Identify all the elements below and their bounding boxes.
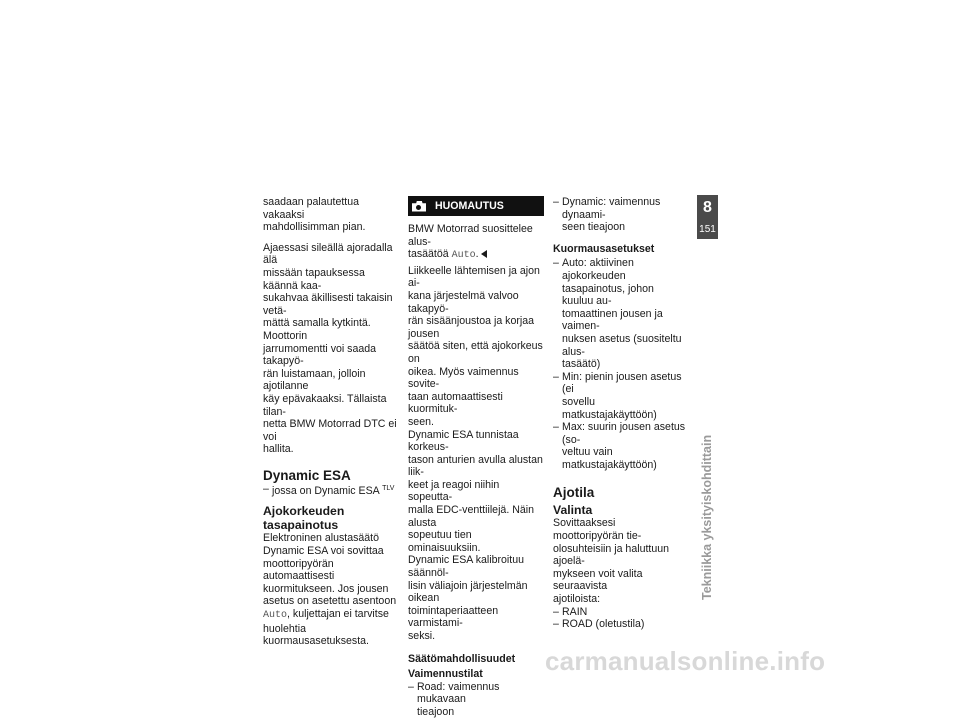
heading-valinta: Valinta [553,503,593,518]
note-header [408,196,544,216]
watermark: carmanualsonline.info [545,646,826,676]
list-item-text: Min: pienin jousen asetus (ei sovellu matkustajakäyttöön) [562,370,682,421]
dash: – [553,370,559,383]
note-end: . [475,248,479,261]
page-number: 151 [699,224,716,235]
damping-list [408,681,544,719]
list-item [553,618,687,631]
paragraph-valinta: Sovittaaksesi moottoripyörän tie- olosuhteisiin ja haluttuun ajoelä- mykseen voit valita seuraavista ajotiloista: [553,517,670,606]
note-title: HUOMAUTUS [435,199,504,212]
column-2 [408,196,544,719]
dash: – [553,196,559,208]
side-chapter-title: Tekniikka yksityiskohdittain [700,434,714,600]
list-item-text: Auto: aktiivinen ajokorkeuden tasapainotus, johon kuuluu au- tomaattinen jousen ja vaimen- nuksen asetus (suositeltu alus- tasäätö) [562,257,682,371]
end-marker-icon [481,250,487,258]
list-item [553,257,687,370]
heading-dynamic-esa: Dynamic ESA [263,467,351,483]
chapter-number: 8 [703,199,712,216]
list-item [263,483,398,498]
dash: – [553,605,559,618]
dash: – [263,482,269,495]
paragraph-esa [263,532,398,647]
paragraph-warning: Ajaessasi sileällä ajoradalla älä missään tapauksessa käännä kaa- sukahvaa äkillisesti takaisin vetä- mättä samalla kytkintä. Moottorin jarrumomentti voi saada takapyö- rän luistamaan, jolloin ajotilanne käy epävakaaksi. Tällaista tilan- netta BMW Motorrad DTC ei voi hallita. [263,241,397,456]
auto-mono: Auto [451,250,476,262]
list-item-text: Road: vaimennus mukavaan tieajoon [417,680,500,718]
esa-list [263,483,398,498]
note-text: BMW Motorrad suosittelee alus- tasäätöä [408,223,533,261]
damping-list-continued [553,196,687,234]
paragraph-intro: saadaan palautettua vakaaksi mahdollisimman pian. [263,196,366,234]
camera-note-icon [412,201,426,212]
tlv-superscript: TLV [382,484,395,492]
list-item [553,606,687,619]
list-item [553,196,687,234]
heading-kuormausasetukset: Kuormausasetukset [553,242,655,255]
dash: – [553,257,559,270]
heading-ajokorkeuden: Ajokorkeuden tasapainotus [263,504,345,533]
list-item [553,371,687,421]
auto-mono: Auto [263,610,288,622]
side-title-wrap [700,424,720,600]
paragraph-esa-tail: , kuljettajan ei tarvitse huolehtia kuormausasetuksesta. [263,608,389,648]
list-item-text: RAIN [562,605,588,618]
list-item-text: jossa on Dynamic ESA [272,484,380,497]
dash: – [553,421,559,434]
load-list [553,257,687,471]
paragraph-description: Liikkeelle lähtemisen ja ajon ai- kana järjestelmä valvoo takapyö- rän sisäänjoustoa ja korjaa jousen säätöä siten, että ajokorkeus on oikea. Myös vaimennus sovite- taan automaattisesti kuormituk- seen. Dynamic ESA tunnistaa korkeus- tason anturien avulla alustan liik- keet ja reagoi niihin sopeutta- malla EDC-venttiilejä. Näin alusta sopeutuu tien ominaisuuksiin. Dynamic ESA kalibroituu säännöl- lisin väliajoin järjestelmän oikean toimintaperiaatteen varmistami- seksi. [408,264,543,642]
heading-ajotila: Ajotila [553,485,595,501]
heading-saatomahdollisuudet: Säätömahdollisuudet [408,652,516,665]
list-item [553,421,687,471]
paragraph-esa-text: Elektroninen alustasäätö Dynamic ESA voi sovittaa moottoripyörän automaattisesti kuormitukseen. Jos jousen asetus on asetettu asentoon [263,532,397,608]
list-item-text: Max: suurin jousen asetus (so- veltuu vain matkustajakäyttöön) [562,421,686,471]
dash: – [553,618,559,631]
chapter-tab [697,195,718,239]
column-1 [263,196,398,648]
mode-list [553,606,687,631]
heading-vaimennustilat: Vaimennustilat [408,668,483,681]
list-item-text: ROAD (oletustila) [562,618,645,631]
list-item-text: Dynamic: vaimennus dynaami- seen tieajoon [562,196,661,234]
column-3 [553,196,687,631]
note-paragraph [408,223,544,263]
list-item [408,681,544,719]
dash: – [408,680,414,693]
